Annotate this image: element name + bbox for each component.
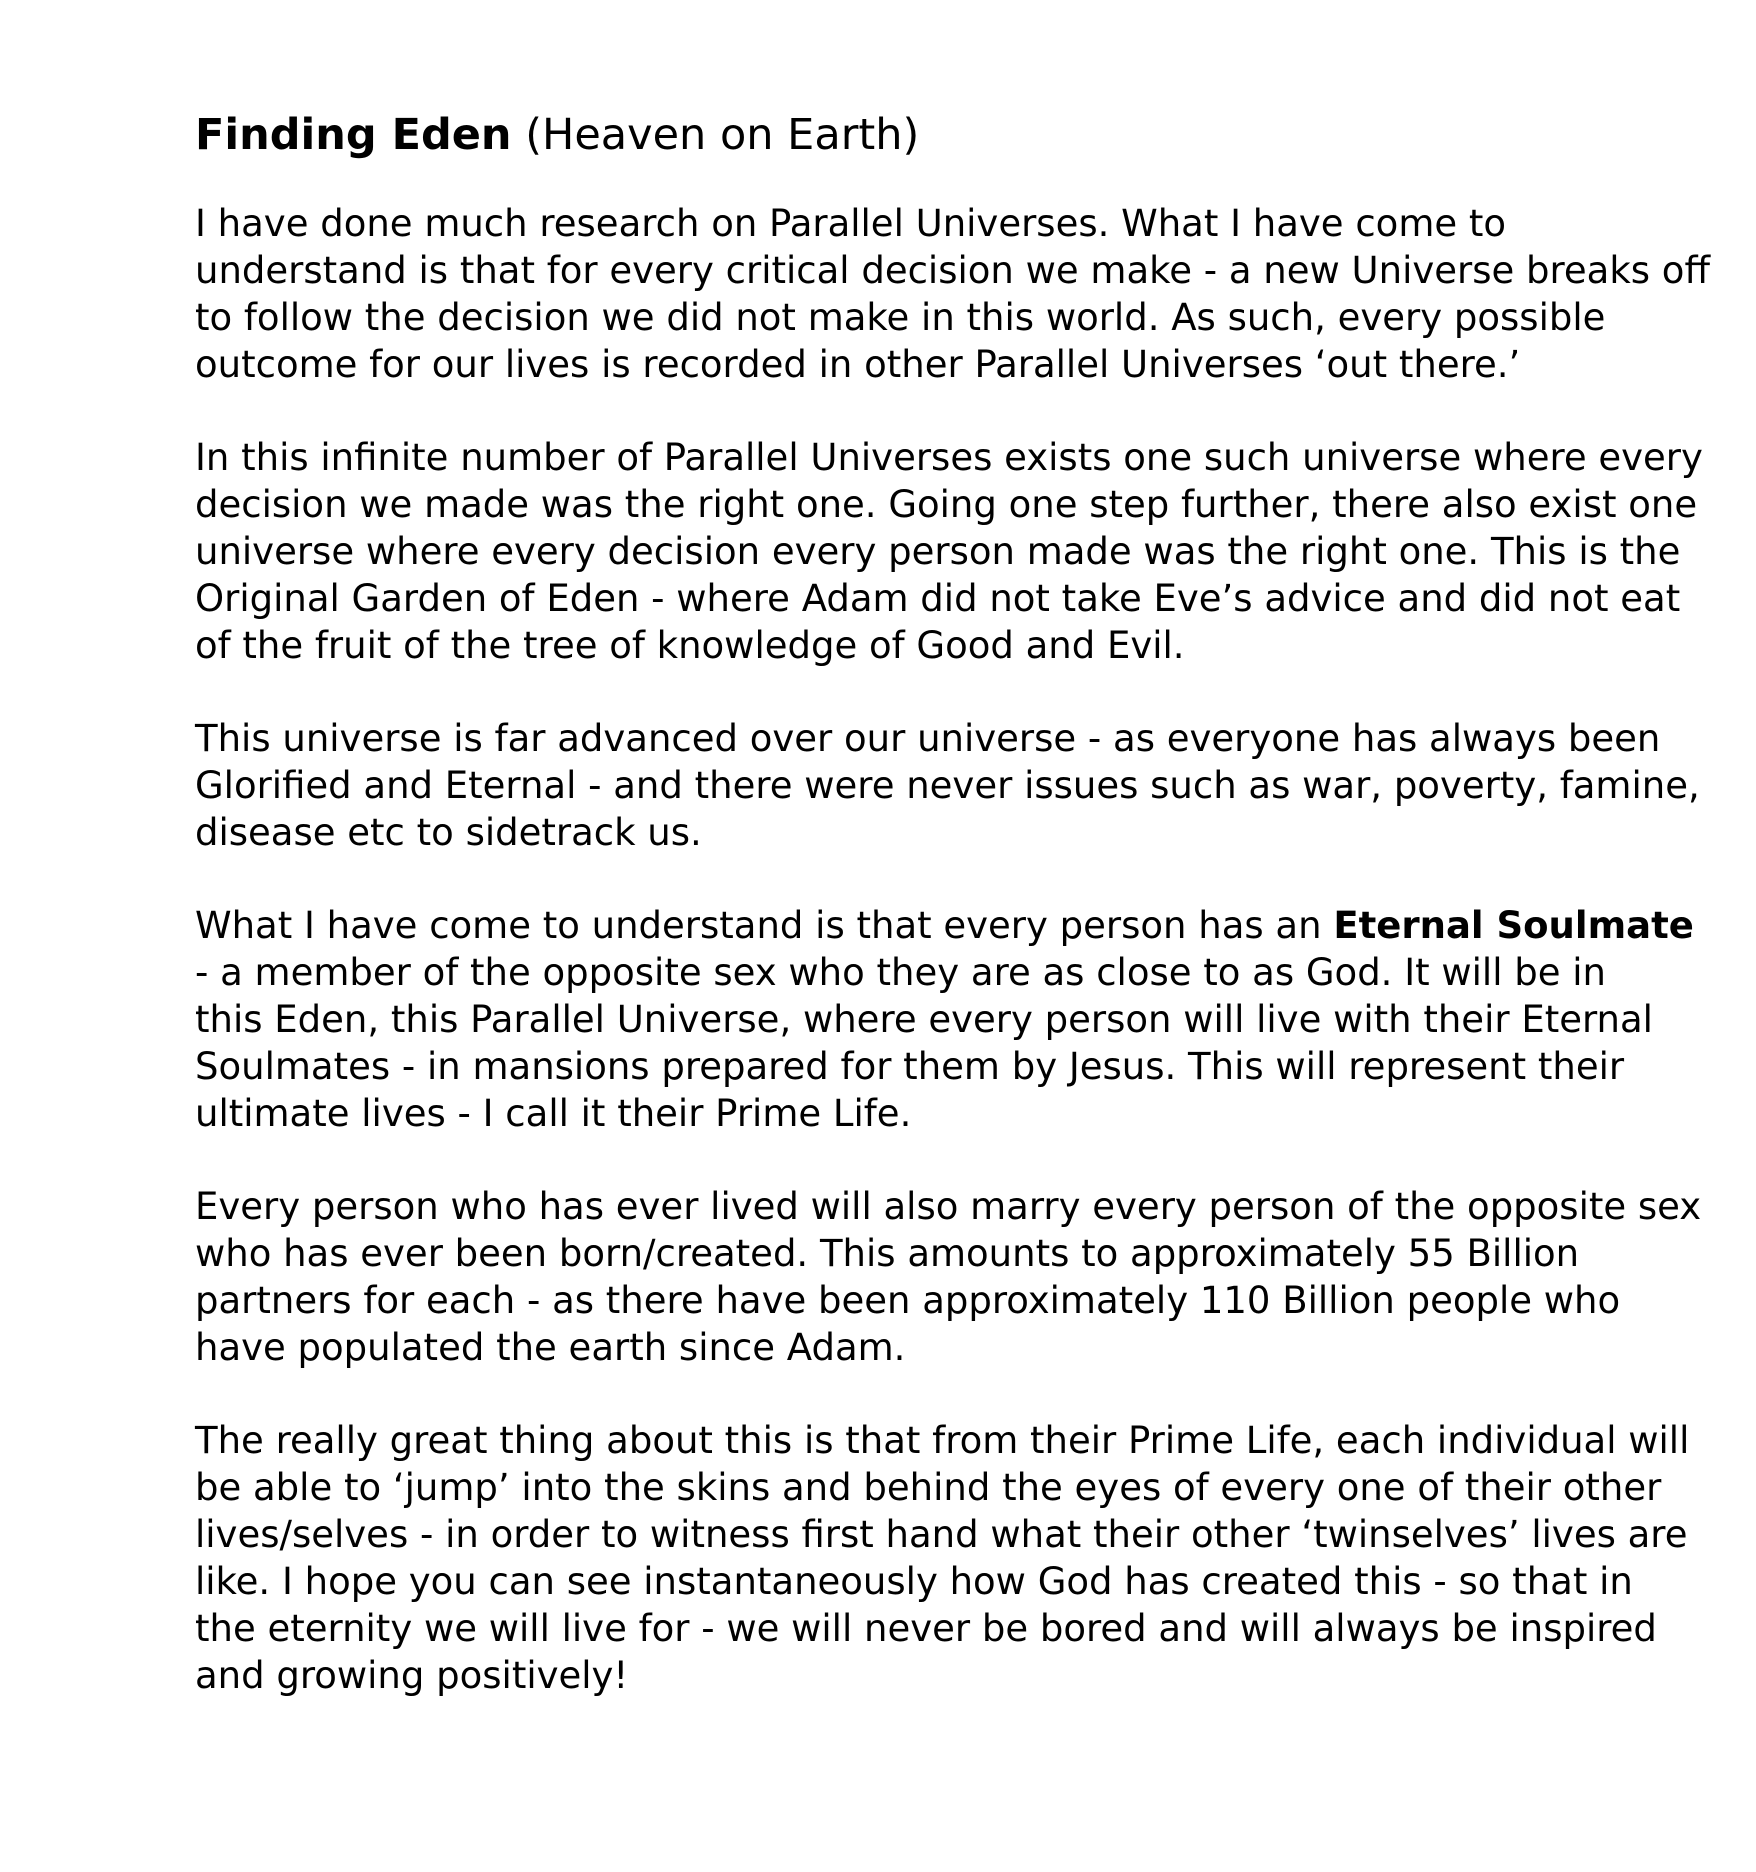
paragraph-first-line — [195, 902, 1694, 949]
paragraph-line: - a member of the opposite sex who they are as close to as God. It will be in — [195, 951, 1606, 994]
paragraph-line: The really great thing about this is that from their Prime Life, each individual will — [195, 1419, 1690, 1462]
paragraph-line: partners for each - as there have been approximately 110 Billion people who — [195, 1279, 1621, 1322]
paragraph-2 — [195, 434, 1703, 669]
paragraph-line: This universe is far advanced over our universe - as everyone has always been — [195, 717, 1661, 760]
document-page — [195, 108, 1710, 1745]
paragraph-6 — [195, 1417, 1690, 1699]
paragraph-line: outcome for our lives is recorded in other Parallel Universes ‘out there.’ — [195, 343, 1521, 386]
paragraph-line: I have done much research on Parallel Universes. What I have come to — [195, 202, 1507, 245]
first-line-prefix: What I have come to understand is that every person has an — [195, 904, 1334, 947]
paragraph-line: the eternity we will live for - we will never be bored and will always be inspired — [195, 1607, 1657, 1650]
paragraph-line: Soulmates - in mansions prepared for them by Jesus. This will represent their — [195, 1045, 1625, 1088]
paragraph-line: to follow the decision we did not make in this world. As such, every possible — [195, 296, 1606, 339]
paragraph-5 — [195, 1183, 1702, 1371]
paragraph-3 — [195, 715, 1700, 856]
paragraph-line: this Eden, this Parallel Universe, where every person will live with their Eternal — [195, 998, 1653, 1041]
eternal-soulmate-emphasis: Eternal Soulmate — [1333, 904, 1694, 947]
paragraph-line: ultimate lives - I call it their Prime Life. — [195, 1092, 912, 1135]
paragraph-line: Every person who has ever lived will also marry every person of the opposite sex — [195, 1185, 1702, 1228]
paragraph-line: In this infinite number of Parallel Universes exists one such universe where every — [195, 436, 1703, 479]
paragraph-4 — [195, 902, 1694, 1137]
title-main: Finding Eden — [195, 110, 512, 160]
paragraph-line: understand is that for every critical decision we make - a new Universe breaks off — [195, 249, 1710, 292]
paragraph-line: of the fruit of the tree of knowledge of Good and Evil. — [195, 624, 1185, 667]
title-subtitle: (Heaven on Earth) — [525, 110, 920, 160]
paragraph-line: Original Garden of Eden - where Adam did not take Eve’s advice and did not eat — [195, 577, 1681, 620]
document-title — [195, 108, 1590, 162]
paragraph-line: be able to ‘jump’ into the skins and behind the eyes of every one of their other — [195, 1466, 1662, 1509]
paragraph-1 — [195, 200, 1710, 388]
paragraph-line: decision we made was the right one. Going one step further, there also exist one — [195, 483, 1698, 526]
paragraph-line: disease etc to sidetrack us. — [195, 811, 702, 854]
paragraph-line: lives/selves - in order to witness first hand what their other ‘twinselves’ lives are — [195, 1513, 1688, 1556]
paragraph-line: Glorified and Eternal - and there were never issues such as war, poverty, famine, — [195, 764, 1700, 807]
paragraph-line: have populated the earth since Adam. — [195, 1326, 906, 1369]
paragraph-line: universe where every decision every person made was the right one. This is the — [195, 530, 1681, 573]
paragraph-line: and growing positively! — [195, 1654, 629, 1697]
paragraph-line: who has ever been born/created. This amounts to approximately 55 Billion — [195, 1232, 1580, 1275]
paragraph-line: like. I hope you can see instantaneously how God has created this - so that in — [195, 1560, 1633, 1603]
